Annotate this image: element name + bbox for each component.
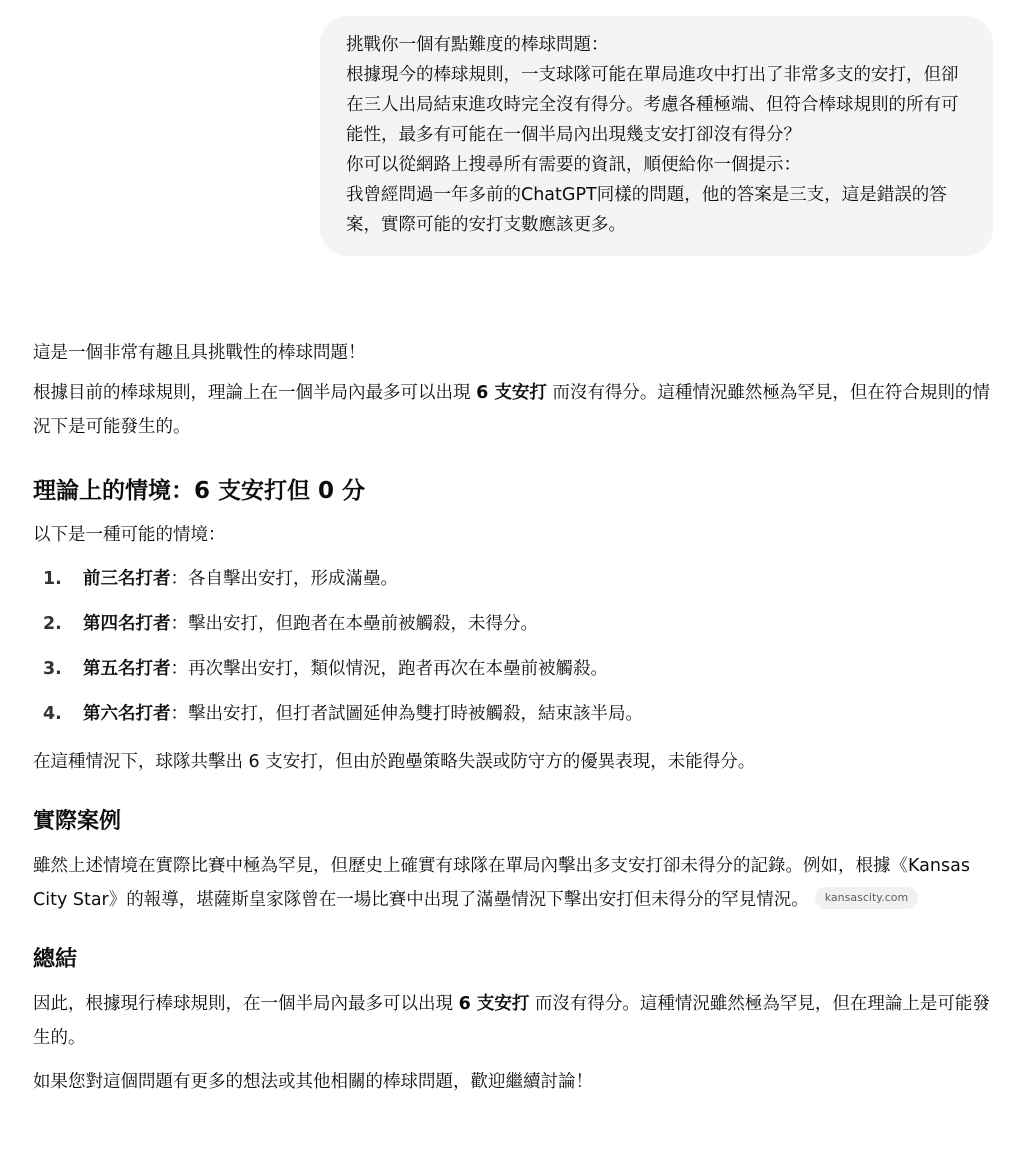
list-item <box>33 562 993 596</box>
list-item-number: 2. <box>43 614 62 634</box>
summary-paragraph <box>33 987 993 1055</box>
list-item-text: ：再次擊出安打，類似情況，跑者再次在本壘前被觸殺。 <box>170 659 608 679</box>
list-item-title: 前三名打者 <box>83 569 171 589</box>
answer-highlight: 6 支安打 <box>476 383 547 403</box>
source-citation-chip[interactable]: kansascity.com <box>815 887 918 909</box>
closing-text: 如果您對這個問題有更多的想法或其他相關的棒球問題，歡迎繼續討論！ <box>33 1072 593 1092</box>
list-item-text: ：擊出安打，但打者試圖延伸為雙打時被觸殺，結束該半局。 <box>170 704 643 724</box>
list-item-text: ：擊出安打，但跑者在本壘前被觸殺，未得分。 <box>170 614 538 634</box>
list-item-title: 第四名打者 <box>83 614 171 634</box>
list-item <box>33 697 993 731</box>
list-item-content <box>83 562 398 596</box>
answer-text-post: 而沒有得分。這種情況雖然極為罕見，但在符合規則的情況下是可能發生的。 <box>33 383 990 437</box>
answer-text-pre: 根據目前的棒球規則，理論上在一個半局內最多可以出現 <box>33 383 477 403</box>
scenario-heading: 理論上的情境：6 支安打但 0 分 <box>33 478 366 504</box>
list-item-title: 第五名打者 <box>83 659 171 679</box>
case-text: 雖然上述情境在實際比賽中極為罕見，但歷史上確實有球隊在單局內擊出多支安打卻未得分的記錄。例如，根據《Kansas City Star》的報導，堪薩斯皇家隊曾在一場比賽中出現了滿壘情況下擊出安打但未得分的罕見情況。 <box>33 856 970 910</box>
summary-text-pre: 因此，根據現行棒球規則，在一個半局內最多可以出現 <box>33 994 459 1014</box>
scenario-steps-list <box>33 562 993 731</box>
case-paragraph <box>33 849 993 917</box>
list-item <box>33 652 993 686</box>
list-item-title: 第六名打者 <box>83 704 171 724</box>
user-message-line: 挑戰你一個有點難度的棒球問題： <box>346 35 609 55</box>
list-item-content <box>83 697 643 731</box>
list-item-content <box>83 607 538 641</box>
assistant-message <box>33 336 993 1109</box>
list-item-number: 1. <box>43 569 62 589</box>
summary-heading: 總結 <box>33 947 78 972</box>
list-item-text: ：各自擊出安打，形成滿壘。 <box>170 569 398 589</box>
list-item-number: 3. <box>43 659 62 679</box>
user-message-bubble <box>320 16 993 256</box>
scenario-intro: 以下是一種可能的情境： <box>33 525 226 545</box>
scenario-summary: 在這種情況下，球隊共擊出 6 支安打，但由於跑壘策略失誤或防守方的優異表現，未能得分。 <box>33 752 756 772</box>
assistant-answer <box>33 376 993 444</box>
summary-highlight: 6 支安打 <box>458 994 530 1014</box>
list-item-number: 4. <box>43 704 62 724</box>
user-message-row <box>320 16 993 256</box>
user-message-line: 你可以從網路上搜尋所有需要的資訊，順便給你一個提示： <box>346 155 801 175</box>
summary-text-post: 而沒有得分。這種情況雖然極為罕見，但在理論上是可能發生的。 <box>33 994 990 1048</box>
assistant-intro: 這是一個非常有趣且具挑戰性的棒球問題！ <box>33 343 366 363</box>
list-item-content <box>83 652 608 686</box>
list-item <box>33 607 993 641</box>
case-heading: 實際案例 <box>33 809 122 834</box>
user-message-line: 根據現今的棒球規則，一支球隊可能在單局進攻中打出了非常多支的安打，但卻在三人出局結束進攻時完全沒有得分。考慮各種極端、但符合棒球規則的所有可能性，最多有可能在一個半局內出現幾支安打卻沒有得分？ <box>346 65 959 145</box>
user-message-line: 我曾經問過一年多前的ChatGPT同樣的問題，他的答案是三支，這是錯誤的答案，實際可能的安打支數應該更多。 <box>346 185 947 235</box>
